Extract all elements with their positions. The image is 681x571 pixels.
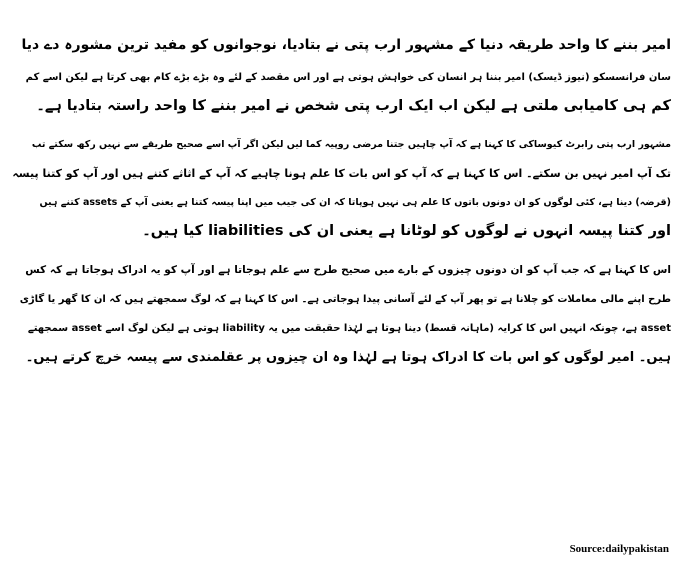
article (10, 0, 671, 372)
article-headline: امیر بننے کا واحد طریقہ دنیا کے مشہور ارب پتی نے بتادیا، نوجوانوں کو مفید ترین مشورہ دے دیا (21, 37, 671, 53)
paragraph-line: طرح اپنے مالی معاملات کو چلانا ہے تو پھر آپ کے لئے آسانی پیدا ہوجاتی ہے۔ اس کا کہنا ہے کہ لوگ سمجھتے ہیں کہ ان کا گھر یا گاڑی (19, 294, 671, 305)
paragraph-line: اور کتنا پیسہ انہوں نے لوگوں کو لوٹانا ہے یعنی ان کی liabilities کیا ہیں۔ (142, 223, 671, 239)
paragraph-line: مشہور ارب پتی رابرٹ کیوساکی کا کہنا ہے کہ آپ چاہیں جتنا مرضی روپیہ کما لیں لیکن اگر آپ اسے صحیح طریقے سے نہیں رکھ سکتے تب (31, 139, 671, 150)
paragraph-line: ہیں۔ امیر لوگوں کو اس بات کا ادراک ہوتا ہے لہٰذا وہ ان چیزوں پر عقلمندی سے پیسہ خرچ کرتے ہیں۔ (25, 350, 671, 365)
article-paragraph-2 (10, 130, 671, 246)
article-paragraph-3 (10, 256, 671, 372)
article-paragraph-1 (10, 63, 671, 121)
paragraph-line: کم ہی کامیابی ملتی ہے لیکن اب ایک ارب پتی شخص نے امیر بننے کا واحد راستہ بتادیا ہے۔ (36, 98, 671, 114)
paragraph-line: (قرضہ) دینا ہے، کئی لوگوں کو ان دونوں باتوں کا علم ہی نہیں ہوپاتا کہ ان کی جیب میں اپنا پیسہ کتنا ہے یعنی آپ کے assets کتنے ہیں (39, 197, 671, 208)
paragraph-line: سان فرانسسکو (نیوز ڈیسک) امیر بننا ہر انسان کی خواہش ہوتی ہے اور اس مقصد کے لئے وہ بڑے بڑے کام بھی کرتا ہے لیکن اسے کم (25, 72, 671, 83)
source-credit: Source:dailypakistan (569, 543, 669, 555)
paragraph-line: اس کا کہنا ہے کہ جب آپ کو ان دونوں چیزوں کے بارے میں صحیح طرح سے علم ہوجاتا ہے اور آپ کو یہ ادراک ہوجاتا ہے کہ کس (25, 264, 671, 276)
paragraph-line: تک آپ امیر نہیں بن سکتے۔ اس کا کہنا ہے کہ آپ کو اس بات کا علم ہونا چاہیے کہ آپ کے اثاثے کتنے ہیں اور آپ کو کتنا پیسہ (12, 167, 671, 180)
paragraph-line: asset ہے، چونکہ انہیں اس کا کرایہ (ماہانہ قسط) دینا ہوتا ہے لہٰذا حقیقت میں یہ liability ہوتی ہے لیکن لوگ اسے asset سمجھتے (27, 323, 671, 334)
